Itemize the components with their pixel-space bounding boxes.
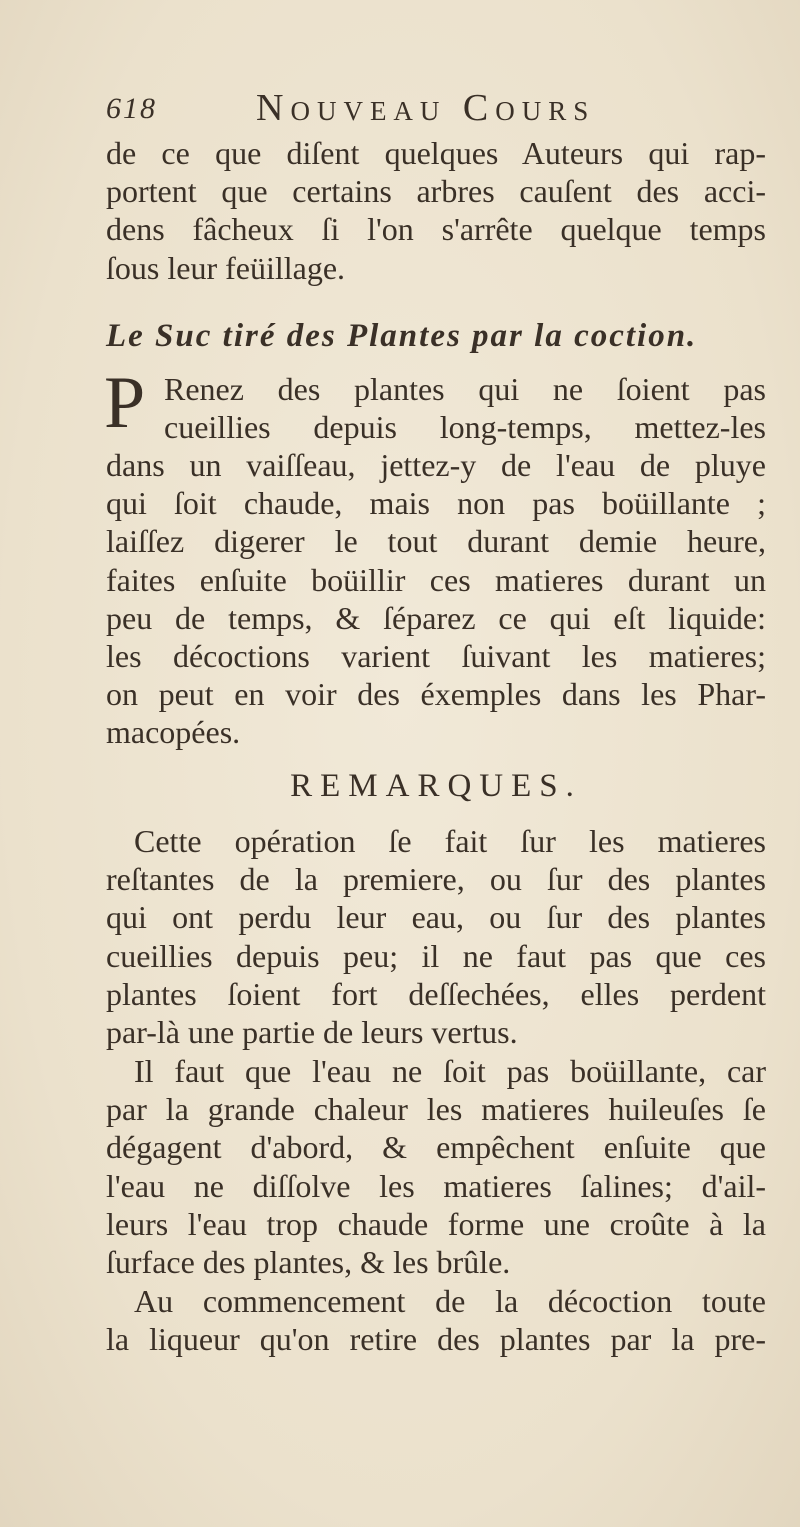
- text-line: de ce que diſent quelques Auteurs qui rap-: [106, 135, 766, 171]
- paragraph-1-indented: [164, 370, 766, 446]
- paragraph-3: [106, 1052, 766, 1281]
- text-line: leurs l'eau trop chaude forme une croûte à la: [106, 1205, 766, 1242]
- text-line: Cette opération ſe fait ſur les matieres: [134, 823, 766, 859]
- text-line: qui ſoit chaude, mais non pas boüillante ;: [106, 485, 766, 522]
- paragraph-2: [106, 822, 766, 1051]
- text-line: la liqueur qu'on retire des plantes par la pre-: [106, 1321, 766, 1358]
- text-line: Renez des plantes qui ne ſoient pas: [164, 371, 766, 407]
- text-line: par la grande chaleur les matieres huileuſes ſe: [106, 1091, 766, 1128]
- text-line: l'eau ne diſſolve les matieres ſalines; d'ail-: [106, 1167, 766, 1204]
- text-line: faites enſuite boüillir ces matieres durant un: [106, 561, 766, 598]
- text-line: cueillies depuis peu; il ne faut pas que ces: [106, 937, 766, 974]
- text-line: dans un vaiſſeau, jettez-y de l'eau de pluye: [106, 447, 766, 483]
- remarques-title: REMARQUES.: [290, 768, 582, 804]
- text-line: ſous leur feüillage.: [106, 249, 346, 286]
- section-heading: Le Suc tiré des Plantes par la coction.: [106, 318, 698, 354]
- intro-paragraph: [106, 134, 766, 287]
- text-line: ſurface des plantes, & les brûle.: [106, 1244, 511, 1281]
- text-line: on peut en voir des éxemples dans les Phar-: [106, 676, 766, 713]
- text-line: qui ont perdu leur eau, ou ſur des plantes: [106, 899, 766, 936]
- text-line: Il faut que l'eau ne ſoit pas boüillante, car: [134, 1053, 766, 1089]
- text-line: par-là une partie de leurs vertus.: [106, 1014, 518, 1051]
- text-line: plantes ſoient fort deſſechées, elles perdent: [106, 975, 766, 1012]
- drop-capital: P: [104, 362, 146, 444]
- text-line: reſtantes de la premiere, ou ſur des plantes: [106, 861, 766, 898]
- text-line: dégagent d'abord, & empêchent enſuite que: [106, 1129, 766, 1166]
- page-header: [106, 86, 666, 130]
- text-line: cueillies depuis long-temps, mettez-les: [164, 409, 766, 446]
- text-line: dens fâcheux ſi l'on s'arrête quelque temps: [106, 211, 766, 248]
- text-line: portent que certains arbres cauſent des acci-: [106, 173, 766, 210]
- text-line: macopées.: [106, 714, 241, 751]
- running-title: Nouveau Cours: [256, 87, 596, 129]
- page-number: 618: [106, 92, 157, 125]
- paragraph-1: [106, 446, 766, 752]
- text-line: peu de temps, & ſéparez ce qui eſt liquide:: [106, 599, 766, 636]
- paragraph-4: [106, 1282, 766, 1358]
- text-line: les décoctions varient ſuivant les matieres;: [106, 638, 766, 675]
- text-line: laiſſez digerer le tout durant demie heure,: [106, 523, 766, 560]
- text-line: Au commencement de la décoction toute: [134, 1283, 766, 1319]
